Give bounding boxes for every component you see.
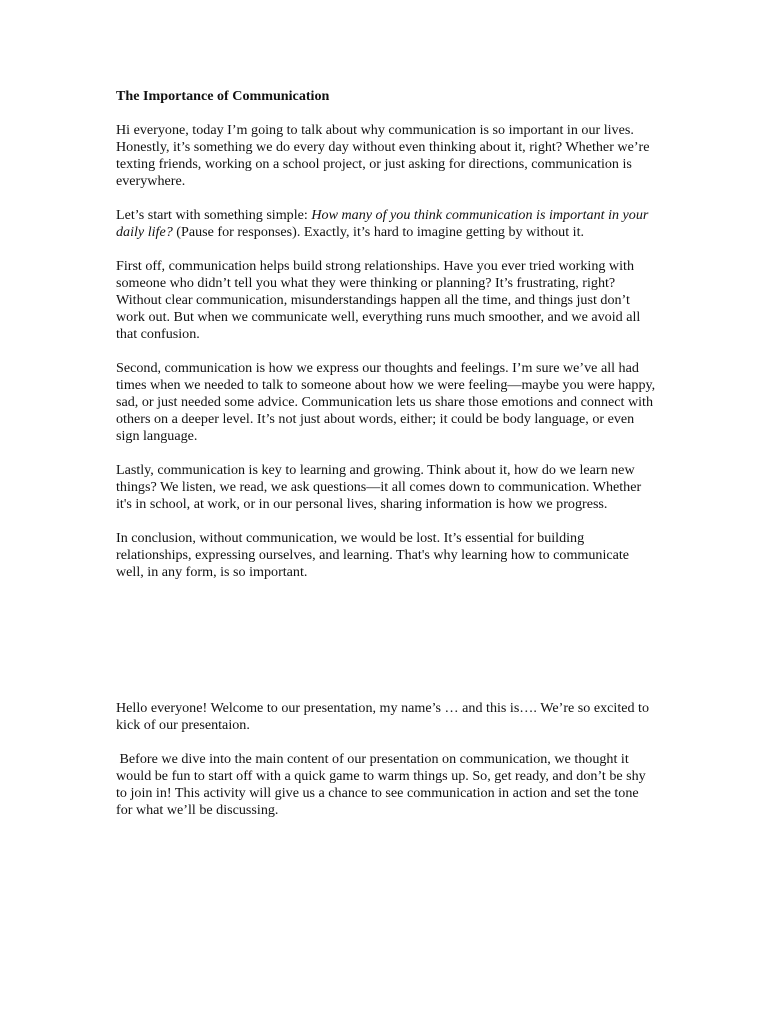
paragraph-relationships: First off, communication helps build strong relationships. Have you ever tried working with someone who didn’t tell you what they were thinking or planning? It’s frustrating, right? Without clear communication, misunderstandings happen all the time, and things just don’t work out. But when we communicate well, everything runs much smoother, and we avoid all that confusion.: [116, 258, 641, 342]
paragraph-question: [116, 207, 656, 241]
blank-gap: [116, 598, 656, 700]
question-trailing-text: (Pause for responses). Exactly, it’s hard to imagine getting by without it.: [172, 224, 585, 240]
document-page: [116, 88, 656, 836]
paragraph-conclusion: In conclusion, without communication, we would be lost. It’s essential for building relationships, expressing ourselves, and learning. That's why learning how to communicate well, in any form, is so important.: [116, 530, 630, 580]
paragraph-welcome: Hello everyone! Welcome to our presentation, my name’s … and this is…. We’re so excited to kick of our presentaion.: [116, 700, 650, 733]
question-lead-text: Let’s start with something simple:: [116, 207, 312, 223]
paragraph-intro: Hi everyone, today I’m going to talk about why communication is so important in our lives. Honestly, it’s something we do every day without even thinking about it, right? Whether we’re texting friends, working on a school project, or just asking for directions, communication is everywhere.: [116, 122, 650, 189]
paragraph-warmup-game: Before we dive into the main content of our presentation on communication, we thought it would be fun to start off with a quick game to warm things up. So, get ready, and don’t be shy to join in! This activity will give us a chance to see communication in action and set the tone for what we’ll be discussing.: [116, 751, 646, 818]
paragraph-expression: Second, communication is how we express our thoughts and feelings. I’m sure we’ve all had times when we needed to talk to someone about how we were feeling—maybe you were happy, sad, or just needed some advice. Communication lets us share those emotions and connect with others on a deeper level. It’s not just about words, either; it could be body language, or even sign language.: [116, 360, 656, 444]
paragraph-learning: Lastly, communication is key to learning and growing. Think about it, how do we learn new things? We listen, we read, we ask questions—it all comes down to communication. Whether it's in school, at work, or in our personal lives, sharing information is how we progress.: [116, 462, 642, 512]
document-title: The Importance of Communication: [116, 88, 330, 104]
question-italic-text: How many of you think communication is important in your daily life?: [116, 207, 649, 240]
